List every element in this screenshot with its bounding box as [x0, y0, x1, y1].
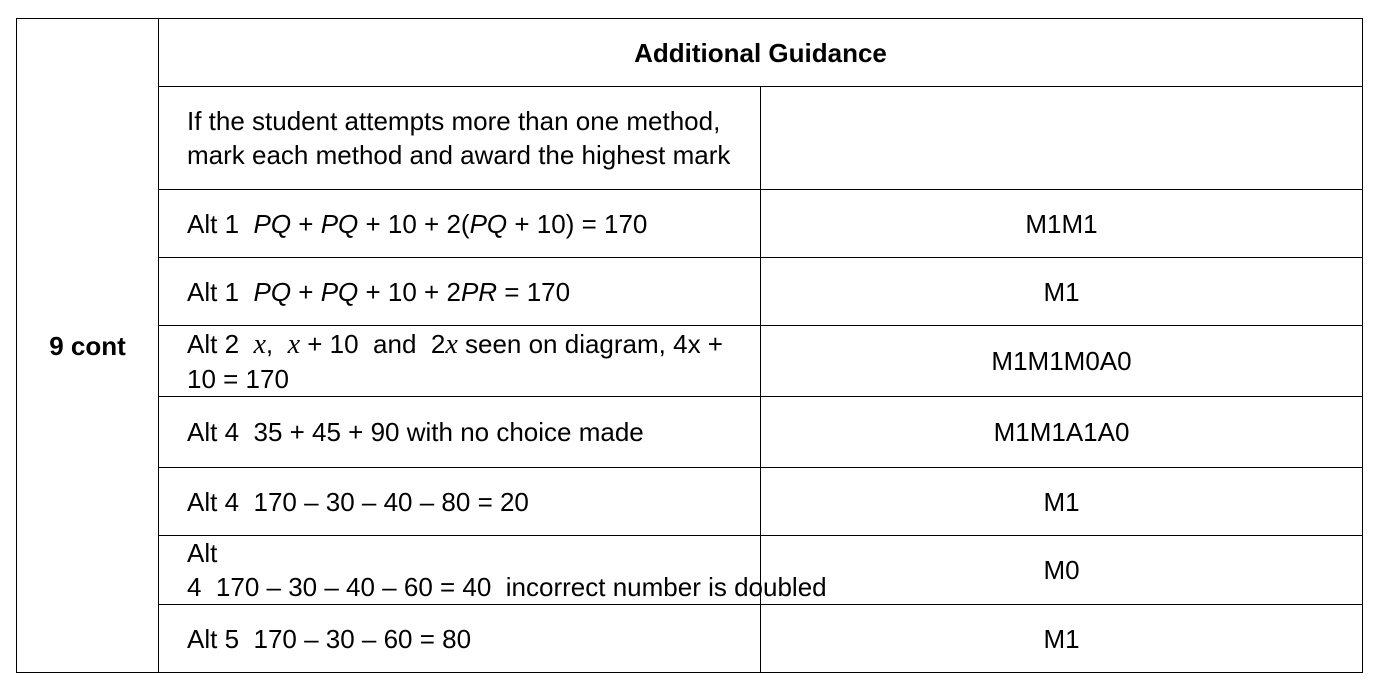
table-row: [17, 190, 1363, 258]
guidance-description: [159, 190, 761, 258]
mark-value: M1M1A1A0: [761, 397, 1363, 468]
math-text: + 10 and 2: [300, 328, 446, 359]
table-header-title: Additional Guidance: [159, 19, 1363, 87]
math-text: = 170: [497, 276, 571, 307]
table-row: [17, 468, 1363, 536]
header-row: [17, 19, 1363, 87]
alt-label: Alt 4: [187, 538, 218, 602]
alt-label: Alt 1: [187, 276, 240, 307]
math-term: PQ: [320, 276, 359, 307]
mark-value: M1: [761, 468, 1363, 536]
math-term: PQ: [469, 208, 508, 239]
mark-value: M1: [761, 258, 1363, 326]
intro-text: If the student attempts more than one method, mark each method and award the highest mark: [159, 87, 761, 190]
math-variable: x: [253, 328, 266, 360]
math-text: + 10 + 2(: [358, 208, 470, 239]
mark-value: M1: [761, 605, 1363, 673]
mark-value: M1M1: [761, 190, 1363, 258]
math-text: +: [291, 276, 321, 307]
alt-label: Alt 2: [187, 328, 240, 359]
guidance-description: [159, 326, 761, 397]
alt-label: Alt 4: [187, 417, 240, 447]
question-number: 9 cont: [17, 19, 159, 673]
guidance-text: 170 – 30 – 60 = 80: [253, 623, 472, 654]
intro-mark: [761, 87, 1363, 190]
mark-value: M1M1M0A0: [761, 326, 1363, 397]
math-text: + 10 + 2: [358, 276, 461, 307]
guidance-description: [159, 468, 761, 536]
guidance-text: 35 + 45 + 90 with no choice made: [253, 417, 644, 447]
alt-label: Alt 1: [187, 208, 240, 239]
guidance-description: [159, 605, 761, 673]
math-term: PQ: [320, 208, 359, 239]
mark-value: M0: [761, 536, 1363, 605]
math-text: +: [291, 208, 321, 239]
guidance-text: 170 – 30 – 40 – 80 = 20: [253, 486, 529, 517]
alt-label: Alt 4: [187, 486, 240, 517]
guidance-description: [159, 536, 827, 605]
guidance-description: [159, 397, 761, 468]
math-term: PR: [460, 276, 498, 307]
table-row: [17, 258, 1363, 326]
math-variable: x: [445, 328, 458, 360]
math-term: PQ: [253, 276, 292, 307]
math-term: PQ: [253, 208, 292, 239]
table-row: [17, 605, 1363, 673]
table-row: [17, 536, 1363, 605]
math-variable: x: [287, 328, 301, 360]
guidance-table: [16, 18, 1363, 673]
math-text: + 10) = 170: [507, 208, 648, 239]
table-row: [17, 397, 1363, 468]
math-text: seen on diagram, 4x + 10 = 170: [187, 328, 723, 394]
guidance-text: 170 – 30 – 40 – 60 = 40 incorrect number is doubled: [215, 572, 827, 602]
alt-label: Alt 5: [187, 623, 240, 654]
table-row: [17, 326, 1363, 397]
intro-row: [17, 87, 1363, 190]
math-text: ,: [265, 328, 288, 359]
guidance-description: [159, 258, 761, 326]
